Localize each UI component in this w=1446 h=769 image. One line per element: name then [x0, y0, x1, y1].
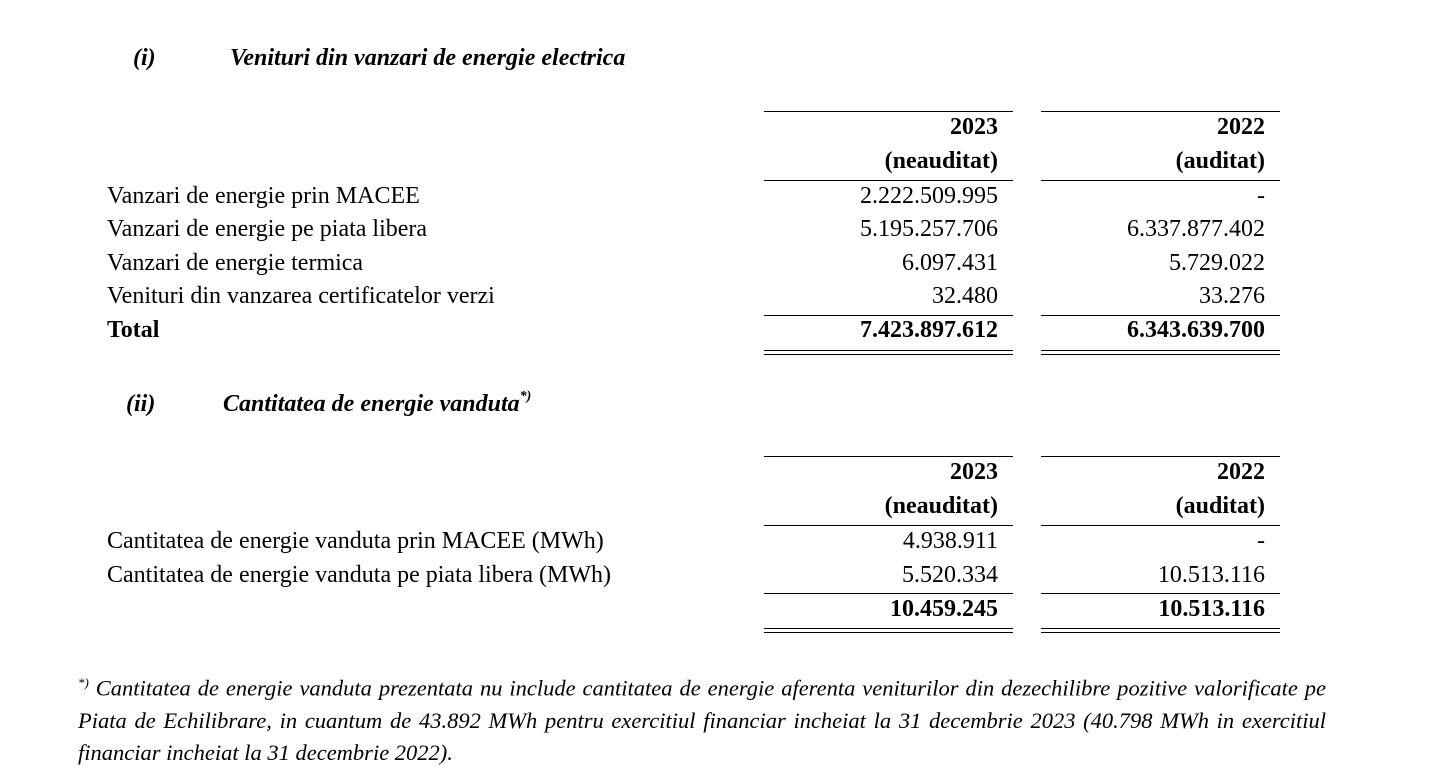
- value-2023: 4.938.911: [902, 528, 998, 554]
- value-2023: 6.097.431: [902, 250, 998, 276]
- row-label: Cantitatea de energie vanduta pe piata libera (MWh): [107, 562, 611, 588]
- total-top-rule-2023: [764, 315, 1013, 316]
- col-header-year-2023: 2023: [950, 114, 998, 140]
- total-double-rule-2022: [1041, 628, 1280, 633]
- row-label: Vanzari de energie prin MACEE: [107, 183, 420, 209]
- col-header-year-2023: 2023: [950, 459, 998, 485]
- section-1-title: Venituri din vanzari de energie electrica: [230, 45, 626, 71]
- total-2023: 7.423.897.612: [860, 317, 998, 343]
- header-top-rule-2022: [1041, 111, 1280, 112]
- footnote-text: Cantitatea de energie vanduta prezentata nu include cantitatea de energie aferenta veniturilor din dezechilibre pozitive valorificate pe Piata de Echilibrare, in cuantum de 43.892 MWh pentru exercitiul financiar incheiat la 31 decembrie 2023 (40.798 MWh in exercitiul financiar incheiat la 31 decembrie 2022).: [78, 675, 1326, 765]
- value-2022: 6.337.877.402: [1127, 216, 1265, 242]
- section-2-number: (ii): [126, 391, 156, 417]
- total-double-rule-2023: [764, 350, 1013, 355]
- value-2022: -: [1257, 528, 1265, 554]
- header-top-rule-2023: [764, 456, 1013, 457]
- value-2023: 5.520.334: [902, 562, 998, 588]
- value-2023: 2.222.509.995: [860, 183, 998, 209]
- footnote: [78, 667, 1326, 769]
- value-2023: 32.480: [932, 283, 998, 309]
- total-top-rule-2022: [1041, 593, 1280, 594]
- total-2022: 10.513.116: [1158, 596, 1265, 622]
- total-2022: 6.343.639.700: [1127, 317, 1265, 343]
- header-bottom-rule-2023: [764, 525, 1013, 526]
- value-2022: 10.513.116: [1157, 562, 1265, 588]
- row-label: Vanzari de energie pe piata libera: [107, 216, 428, 242]
- footnote-reference: *): [519, 389, 532, 404]
- value-2022: 5.729.022: [1169, 250, 1265, 276]
- header-bottom-rule-2023: [764, 180, 1013, 181]
- footnote-marker: *): [78, 675, 89, 690]
- total-label: Total: [107, 317, 160, 343]
- col-header-status-2022: (auditat): [1175, 493, 1265, 519]
- col-header-status-2022: (auditat): [1175, 148, 1265, 174]
- total-top-rule-2022: [1041, 315, 1280, 316]
- total-2023: 10.459.245: [890, 596, 998, 622]
- row-label: Vanzari de energie termica: [107, 250, 364, 276]
- section-1-number: (i): [133, 45, 156, 71]
- value-2023: 5.195.257.706: [860, 216, 998, 242]
- value-2022: 33.276: [1199, 283, 1265, 309]
- col-header-status-2023: (neauditat): [884, 493, 998, 519]
- header-top-rule-2022: [1041, 456, 1280, 457]
- total-top-rule-2023: [764, 593, 1013, 594]
- row-label: Cantitatea de energie vanduta prin MACEE (MWh): [107, 528, 604, 554]
- header-bottom-rule-2022: [1041, 525, 1280, 526]
- total-double-rule-2022: [1041, 350, 1280, 355]
- col-header-status-2023: (neauditat): [884, 148, 998, 174]
- header-bottom-rule-2022: [1041, 180, 1280, 181]
- total-double-rule-2023: [764, 628, 1013, 633]
- row-label: Venituri din vanzarea certificatelor verzi: [107, 283, 495, 309]
- col-header-year-2022: 2022: [1217, 114, 1265, 140]
- section-2-title-text: Cantitatea de energie vanduta: [223, 391, 520, 417]
- header-top-rule-2023: [764, 111, 1013, 112]
- value-2022: -: [1257, 183, 1265, 209]
- section-2-title: [223, 391, 531, 418]
- col-header-year-2022: 2022: [1217, 459, 1265, 485]
